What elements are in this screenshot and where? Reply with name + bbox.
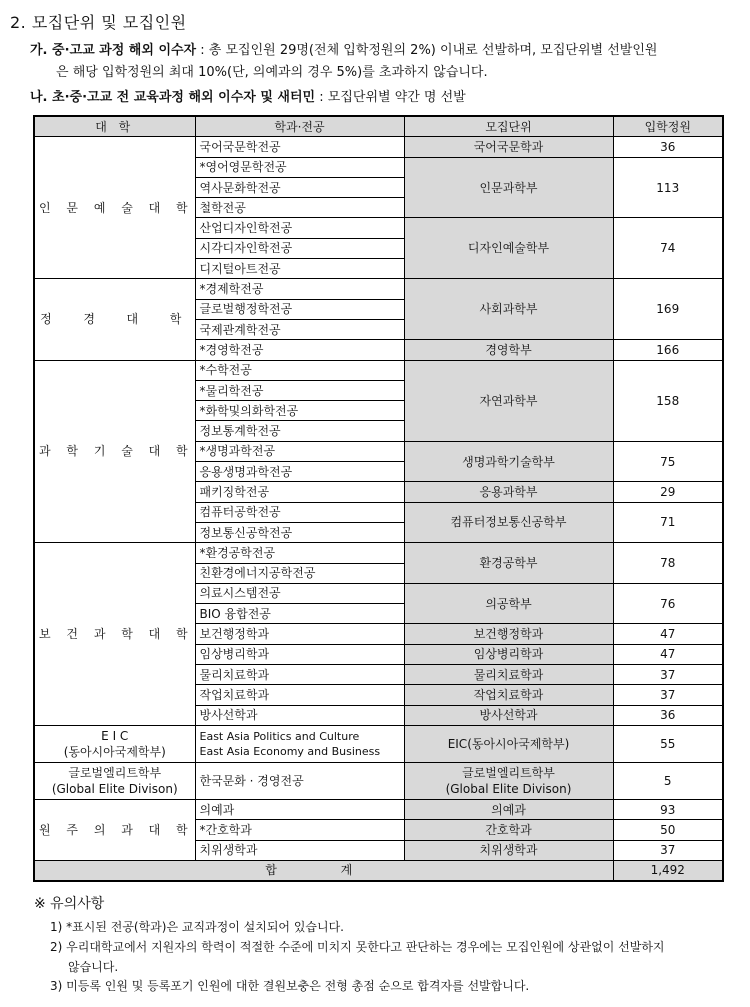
table-row (34, 360, 723, 380)
major-cell: 의예과 (195, 799, 404, 819)
major-cell: *수학전공 (195, 360, 404, 380)
major-cell: *환경공학전공 (195, 543, 404, 563)
quota-cell: 47 (613, 624, 723, 644)
table-row (34, 799, 723, 819)
major-cell: 글로벌행정학전공 (195, 299, 404, 319)
major-cell: *경영학전공 (195, 340, 404, 360)
quota-cell: 113 (613, 157, 723, 218)
quota-cell: 37 (613, 685, 723, 705)
unit-cell: 국어국문학과 (404, 137, 613, 157)
college-cell: 인 문 예 술 대 학 (34, 137, 195, 279)
major-cell: 국어국문학전공 (195, 137, 404, 157)
major-cell: 치위생학과 (195, 840, 404, 860)
unit-cell: 의공학부 (404, 583, 613, 624)
quota-cell: 74 (613, 218, 723, 279)
header-unit: 모집단위 (404, 116, 613, 137)
major-cell: 정보통신공학전공 (195, 522, 404, 542)
unit-cell: 물리치료학과 (404, 665, 613, 685)
major-cell: 역사문화학전공 (195, 177, 404, 197)
table-row (34, 543, 723, 563)
quota-cell: 75 (613, 441, 723, 482)
table-row (34, 725, 723, 762)
unit-cell: EIC(동아시아국제학부) (404, 725, 613, 762)
unit-cell: 자연과학부 (404, 360, 613, 441)
unit-cell: 방사선학과 (404, 705, 613, 725)
table-row (34, 762, 723, 799)
unit-cell: 보건행정학과 (404, 624, 613, 644)
quota-cell: 55 (613, 725, 723, 762)
major-cell (195, 725, 404, 762)
quota-table (33, 115, 724, 882)
quota-cell: 37 (613, 840, 723, 860)
unit-cell: 치위생학과 (404, 840, 613, 860)
quota-cell: 93 (613, 799, 723, 819)
college-cell: E I C (동아시아국제학부) (34, 725, 195, 762)
major-cell: 철학전공 (195, 198, 404, 218)
major-cell: 작업치료학과 (195, 685, 404, 705)
major-cell: 친환경에너지공학전공 (195, 563, 404, 583)
rule-separator: : (315, 90, 328, 105)
quota-cell: 169 (613, 279, 723, 340)
college-cell: 정 경 대 학 (34, 279, 195, 360)
note-item: 3) 미등록 인원 및 등록포기 인원에 대한 결원보충은 전형 총점 순으로 합격자를 선발합니다. (50, 979, 530, 993)
rule-text-line1: 총 모집인원 29명(전체 입학정원의 2%) 이내로 선발하며, 모집단위별 선발인원 (208, 43, 658, 58)
major-line: East Asia Politics and Culture (199, 729, 360, 743)
rule-label: 가. 중·고교 과정 해외 이수자 (30, 43, 197, 58)
total-label: 합 계 (34, 860, 613, 881)
major-cell: *생명과학전공 (195, 441, 404, 461)
rule-overseas-full (30, 87, 735, 109)
notes-title: ※ 유의사항 (34, 896, 105, 912)
quota-cell: 71 (613, 502, 723, 543)
unit-cell: 컴퓨터정보통신공학부 (404, 502, 613, 543)
unit-cell: 작업치료학과 (404, 685, 613, 705)
major-cell: 정보통계학전공 (195, 421, 404, 441)
unit-cell: 사회과학부 (404, 279, 613, 340)
major-cell: 물리치료학과 (195, 665, 404, 685)
college-cell: 글로벌엘리트학부 (Global Elite Divison) (34, 762, 195, 799)
rule-text-line1: 모집단위별 약간 명 선발 (327, 90, 466, 105)
major-cell: *화학및의화학전공 (195, 401, 404, 421)
unit-cell: 생명과학기술학부 (404, 441, 613, 482)
rule-label: 나. 초·중·고교 전 교육과정 해외 이수자 및 새터민 (30, 90, 316, 105)
quota-cell: 37 (613, 665, 723, 685)
quota-cell: 50 (613, 820, 723, 840)
unit-cell: 글로벌엘리트학부 (Global Elite Divison) (404, 762, 613, 799)
unit-cell: 디자인예술학부 (404, 218, 613, 279)
header-quota: 입학정원 (613, 116, 723, 137)
quota-cell: 76 (613, 583, 723, 624)
major-line: East Asia Economy and Business (199, 744, 381, 758)
rule-text-line2: 은 해당 입학정원의 최대 10%(단, 의예과의 경우 5%)를 초과하지 않습니다. (56, 65, 488, 80)
rule-overseas-secondary (30, 40, 735, 84)
major-cell: 보건행정학과 (195, 624, 404, 644)
rule-separator: : (196, 43, 209, 58)
major-cell: 시각디자인학전공 (195, 238, 404, 258)
table-header-row (34, 116, 723, 137)
college-cell: 과 학 기 술 대 학 (34, 360, 195, 543)
major-cell: 국제관계학전공 (195, 319, 404, 339)
college-cell: 보 건 과 학 대 학 (34, 543, 195, 726)
note-item: 1) *표시된 전공(학과)은 교직과정이 설치되어 있습니다. (50, 920, 345, 934)
major-cell: 응용생명과학전공 (195, 462, 404, 482)
major-cell: BIO 융합전공 (195, 604, 404, 624)
quota-cell: 36 (613, 705, 723, 725)
total-value: 1,492 (613, 860, 723, 881)
quota-cell: 5 (613, 762, 723, 799)
major-cell: 방사선학과 (195, 705, 404, 725)
major-cell: *영어영문학전공 (195, 157, 404, 177)
note-line: 2) 우리대학교에서 지원자의 학력이 적절한 수준에 미치지 못한다고 판단하는 경우에는 모집인원에 상관없이 선발하지 (50, 940, 665, 954)
quota-cell: 166 (613, 340, 723, 360)
unit-cell: 인문과학부 (404, 157, 613, 218)
quota-cell: 36 (613, 137, 723, 157)
college-cell: 원 주 의 과 대 학 (34, 799, 195, 860)
header-major: 학과·전공 (195, 116, 404, 137)
unit-cell: 응용과학부 (404, 482, 613, 502)
major-cell: 컴퓨터공학전공 (195, 502, 404, 522)
section-heading: 2. 모집단위 및 모집인원 (10, 13, 187, 32)
major-cell: 한국문화 · 경영전공 (195, 762, 404, 799)
total-row (34, 860, 723, 881)
unit-cell: 간호학과 (404, 820, 613, 840)
header-college: 대 학 (34, 116, 195, 137)
major-cell: *경제학전공 (195, 279, 404, 299)
note-line: 않습니다. (68, 960, 119, 974)
unit-cell: 환경공학부 (404, 543, 613, 584)
major-cell: *간호학과 (195, 820, 404, 840)
note-item (50, 937, 730, 977)
unit-cell: 임상병리학과 (404, 644, 613, 664)
major-cell: 임상병리학과 (195, 644, 404, 664)
quota-cell: 158 (613, 360, 723, 441)
quota-cell: 78 (613, 543, 723, 584)
major-cell: 의료시스템전공 (195, 583, 404, 603)
unit-cell: 의예과 (404, 799, 613, 819)
table-row (34, 137, 723, 157)
major-cell: *물리학전공 (195, 380, 404, 400)
quota-cell: 29 (613, 482, 723, 502)
major-cell: 산업디자인학전공 (195, 218, 404, 238)
major-cell: 디지털아트전공 (195, 259, 404, 279)
unit-cell: 경영학부 (404, 340, 613, 360)
table-row (34, 279, 723, 299)
quota-cell: 47 (613, 644, 723, 664)
major-cell: 패키징학전공 (195, 482, 404, 502)
